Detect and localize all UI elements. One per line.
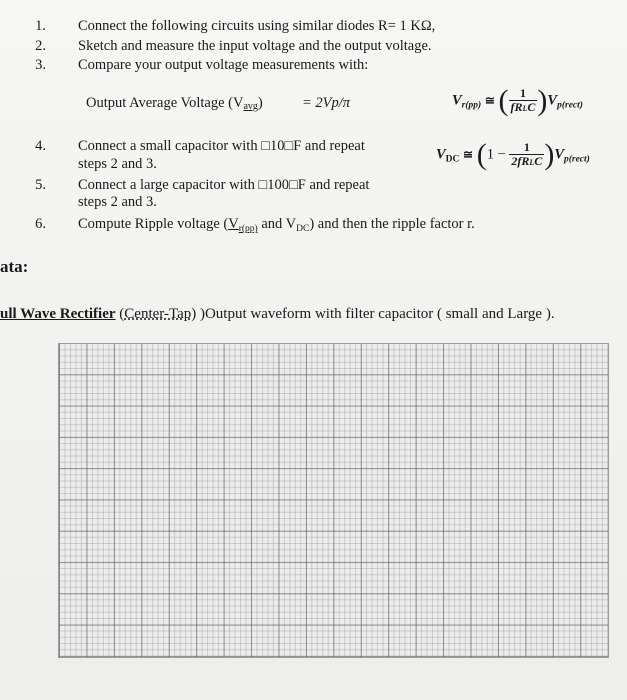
center-tap-label: Center-Tap	[124, 306, 192, 322]
step-5-text-2: steps 2 and 3.	[78, 194, 157, 210]
step-1-text: Connect the following circuits using similar diodes R= 1 KΩ,	[78, 18, 436, 34]
rectifier-title: ull Wave Rectifier	[0, 306, 116, 322]
step-6-text: Compute Ripple voltage ($V_{r(pp)}$ and $V_{DC}$) and then the ripple factor r.	[78, 216, 475, 234]
formula-average-voltage: Output Average Voltage (Vavg)	[86, 95, 263, 112]
step-3-text: Compare your output voltage measurements with:	[78, 57, 369, 73]
data-section-heading: ata:	[0, 257, 29, 276]
avg-label-sub: avg	[243, 101, 258, 112]
rectifier-title-line: ull Wave Rectifier (Center-Tap) )Output waveform with filter capacitor ( small and Large ).	[0, 306, 555, 322]
worksheet-page: 1. Connect the following circuits using similar diodes R= 1 KΩ, 2. Sketch and measure the input voltage and the output voltage. 3. Compare your output voltage measurements with: Output Average Voltage (Vavg) = 2Vp/π $V_{r(pp)}$ ≅ ( $\frac{1}{\text{fRLC}}$ )$V_{p(rect)}$ 4. Connect a small capacitor with □10□F and repeat steps 2 and 3. $V_{DC}$ ≅ (1 − $\frac{1}{\text{2fRLC}}$ )$V_{p(rect)}$ 5. Connect a large capacitor with □100□F and repeat steps 2 and 3. 6. Compute Ripple voltage ($V_{r(pp)}$ and $V_{DC}$) and then the ripple factor r. ata: ull Wave Rectifier (Center-Tap) )Output waveform with filter capacitor ( small and Large ).	[0, 0, 627, 700]
formula-ripple-voltage: $V_{r(pp)}$ ≅ ( $\frac{1}{\text{fRLC}}$ )$V_{p(rect)}$	[452, 84, 583, 117]
step-5-text: Connect a large capacitor with □100□F and repeat	[78, 177, 370, 193]
step-4-text-2: steps 2 and 3.	[78, 156, 157, 172]
step-4-text: Connect a small capacitor with □10□F and repeat	[78, 138, 365, 154]
avg-expression: = 2Vp/π	[302, 95, 351, 111]
graph-paper-grid	[58, 343, 609, 658]
formula-dc-voltage: $V_{DC}$ ≅ (1 − $\frac{1}{\text{2fRLC}}$ )$V_{p(rect)}$	[436, 138, 590, 171]
step-2-text: Sketch and measure the input voltage and the output voltage.	[78, 38, 432, 54]
avg-label: Output Average Voltage (V	[86, 95, 244, 111]
